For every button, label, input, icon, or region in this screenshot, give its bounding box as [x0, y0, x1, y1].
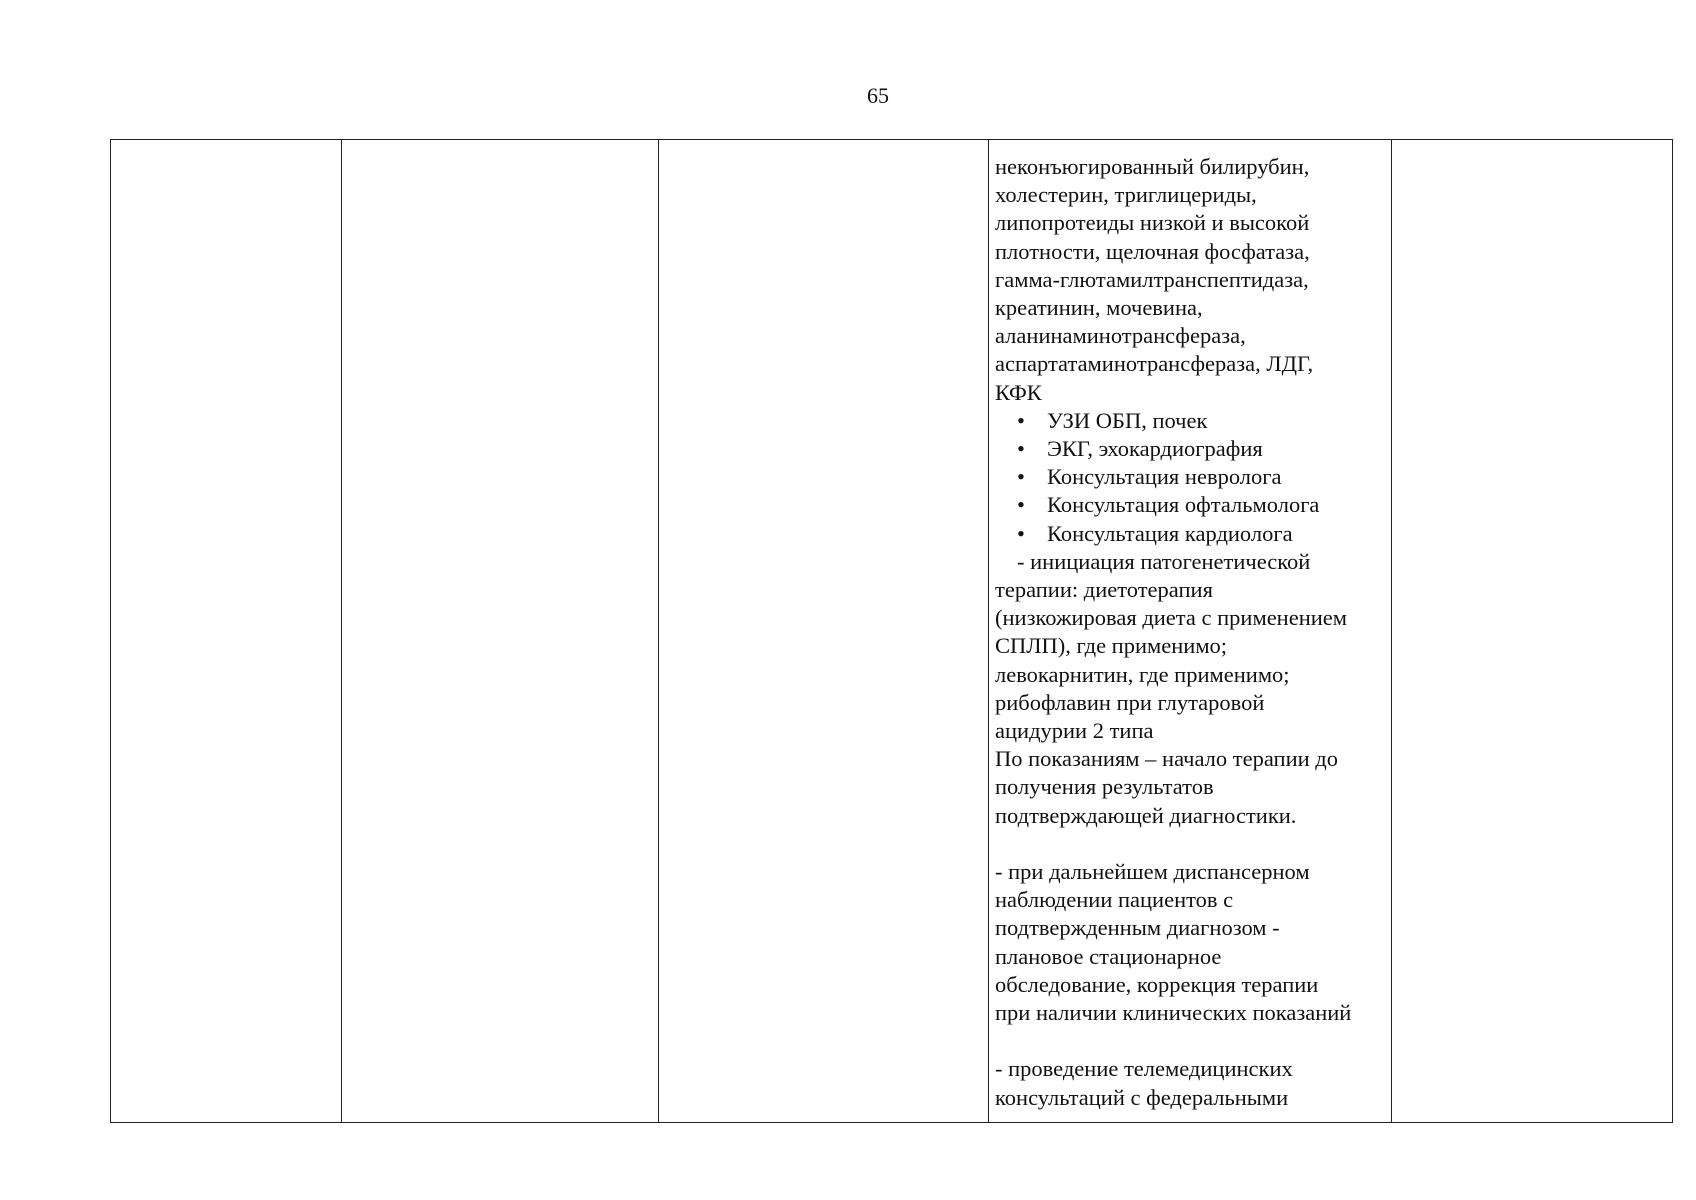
list-item-text: Консультация невролога: [1047, 464, 1282, 490]
table-cell-3: [659, 140, 989, 1123]
text-line: (низкожировая диета с применением: [995, 605, 1348, 631]
text-line: левокарнитин, где применимо;: [995, 661, 1290, 687]
list-item-text: УЗИ ОБП, почек: [1047, 407, 1208, 433]
text-line: плановое стационарное: [995, 943, 1222, 969]
text-line: ацидурии 2 типа: [995, 718, 1154, 744]
bullet-icon: •: [1017, 464, 1025, 490]
bullet-icon: •: [1017, 520, 1025, 546]
list-item: [1015, 435, 1385, 463]
text-line: гамма-глютамилтранспептидаза,: [995, 266, 1309, 292]
text-line: при наличии клинических показаний: [995, 1000, 1352, 1026]
text-line: - проведение телемедицинских: [995, 1056, 1293, 1082]
list-item: [1015, 520, 1385, 548]
table-cell-1: [111, 140, 342, 1123]
text-line: плотности, щелочная фосфатаза,: [995, 238, 1310, 264]
text-line: холестерин, триглицериды,: [995, 182, 1257, 208]
list-item-text: Консультация кардиолога: [1047, 520, 1293, 546]
text-line: терапии: диетотерапия: [995, 577, 1213, 603]
text-line: консультаций с федеральными: [995, 1084, 1289, 1110]
bullet-icon: •: [1017, 407, 1025, 433]
bullet-icon: •: [1017, 492, 1025, 518]
list-item-text: Консультация офтальмолога: [1047, 492, 1320, 518]
text-line: неконъюгированный билирубин,: [995, 154, 1310, 179]
text-line: получения результатов: [995, 774, 1214, 800]
table-cell-2: [342, 140, 659, 1123]
text-line: подтверждающей диагностики.: [995, 802, 1297, 828]
text-line: - при дальнейшем диспансерном: [995, 859, 1310, 885]
paragraph-gap: [995, 1027, 1385, 1055]
table-cell-5: [1392, 140, 1673, 1123]
list-item: [1015, 463, 1385, 491]
list-item: [1015, 407, 1385, 435]
text-line: креатинин, мочевина,: [995, 295, 1203, 321]
text-line: - инициация патогенетической: [1017, 548, 1311, 574]
text-line: аланинаминотрансфераза,: [995, 323, 1246, 349]
cell-text: [989, 140, 1391, 1112]
text-line: обследование, коррекция терапии: [995, 971, 1319, 997]
page-number: 65: [867, 83, 889, 108]
text-line: СПЛП), где применимо;: [995, 633, 1228, 659]
bullet-list: [995, 407, 1385, 548]
text-line: наблюдении пациентов с: [995, 887, 1234, 913]
list-item: [1015, 491, 1385, 519]
text-line: КФК: [995, 379, 1042, 405]
text-line: липопротеиды низкой и высокой: [995, 210, 1310, 236]
list-item-text: ЭКГ, эхокардиография: [1047, 436, 1263, 462]
table-row: [111, 140, 1673, 1123]
text-line: подтвержденным диагнозом -: [995, 915, 1280, 941]
text-line: аспартатаминотрансфераза, ЛДГ,: [995, 351, 1314, 377]
document-table: [110, 139, 1673, 1123]
paragraph-gap: [995, 830, 1385, 858]
bullet-icon: •: [1017, 436, 1025, 462]
text-line: рибофлавин при глутаровой: [995, 689, 1265, 715]
text-line: По показаниям – начало терапии до: [995, 746, 1338, 772]
table-cell-4: [989, 140, 1392, 1123]
